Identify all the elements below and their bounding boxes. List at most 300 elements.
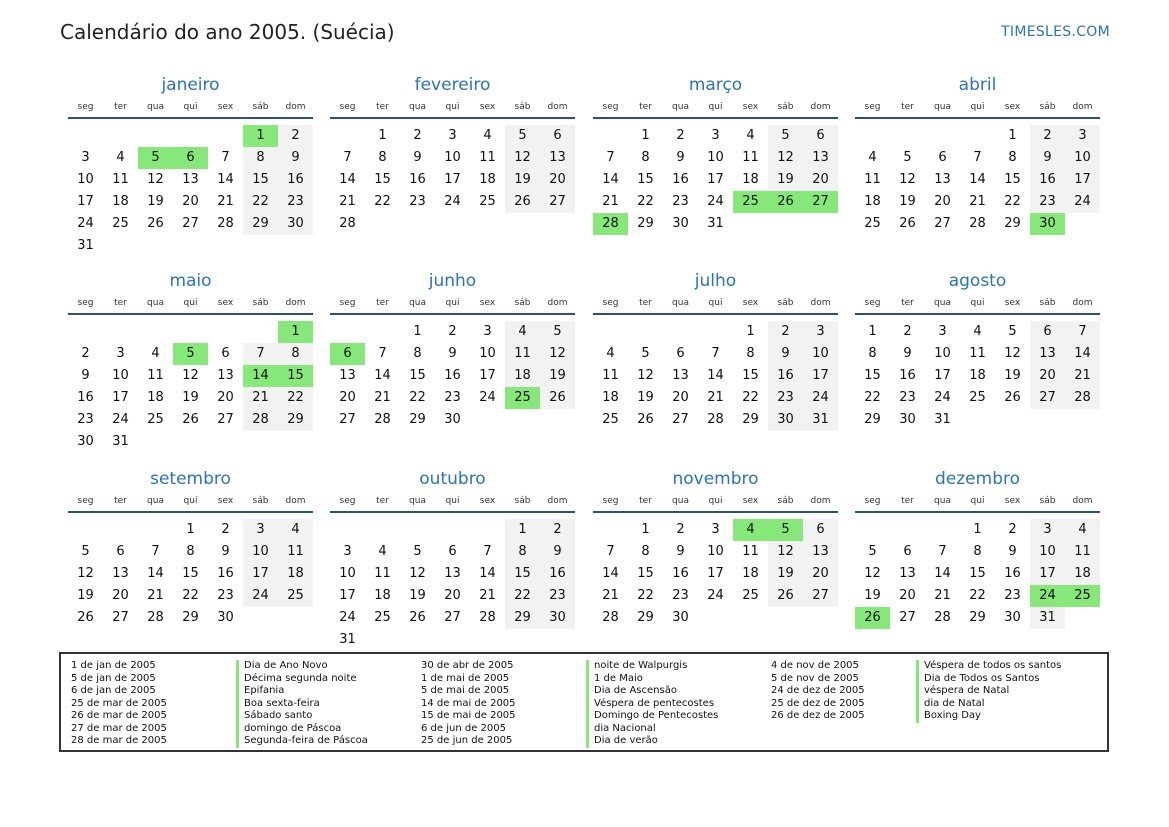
day-cell: 16 [1030, 169, 1065, 191]
day-cell: 27 [803, 191, 838, 213]
legend-holiday-name: noite de Walpurgis [586, 660, 687, 673]
day-cell: 2 [768, 321, 803, 343]
day-cell: 21 [969, 194, 986, 209]
legend-date: 4 de nov de 2005 [771, 660, 859, 671]
day-cell: 25 [1065, 585, 1100, 607]
day-cell: 4 [1065, 519, 1100, 541]
day-cell: 12 [1004, 346, 1021, 361]
weekday-label: qua [409, 496, 426, 506]
weekday-label: qui [970, 496, 985, 506]
legend-holiday-name: Dia de verão [586, 735, 658, 748]
day-cell: 8 [413, 346, 422, 361]
legend-holiday-name: Dia de Ano Novo [236, 660, 328, 673]
legend-date: 6 de jun de 2005 [421, 722, 506, 734]
day-cell: 25 [479, 194, 496, 209]
day-cell: 21 [1065, 365, 1100, 387]
day-cell: 7 [483, 544, 492, 559]
day-cell: 6 [938, 150, 947, 165]
day-cell: 28 [934, 610, 951, 625]
day-cell: 1 [746, 324, 755, 339]
weekday-label: ter [901, 102, 914, 112]
weekday-label: dom [285, 298, 306, 308]
weekday-label: seg [77, 496, 94, 506]
weekday-label: dom [810, 298, 831, 308]
day-cell: 22 [243, 191, 278, 213]
day-cell: 11 [147, 368, 164, 383]
day-cell: 24 [339, 610, 356, 625]
day-cell: 26 [1004, 390, 1021, 405]
day-cell: 14 [479, 566, 496, 581]
day-cell: 14 [934, 566, 951, 581]
day-cell: 7 [1065, 321, 1100, 343]
day-cell: 7 [973, 150, 982, 165]
day-cell: 12 [864, 566, 881, 581]
weekday-label: qua [934, 496, 951, 506]
day-cell: 13 [339, 368, 356, 383]
legend-date: 6 de jan de 2005 [71, 685, 156, 696]
day-cell: 5 [540, 321, 575, 343]
day-cell: 29 [243, 213, 278, 235]
day-cell: 7 [221, 150, 230, 165]
day-cell: 24 [707, 588, 724, 603]
day-cell: 6 [803, 519, 838, 541]
day-cell: 4 [973, 324, 982, 339]
day-cell: 18 [864, 194, 881, 209]
day-cell: 19 [899, 194, 916, 209]
day-cell: 19 [540, 365, 575, 387]
day-cell: 14 [243, 365, 278, 387]
month-divider [855, 117, 1100, 119]
weekday-label: qua [672, 102, 689, 112]
weekday-label: ter [376, 496, 389, 506]
day-cell: 16 [444, 368, 461, 383]
month-divider [593, 117, 838, 119]
day-cell: 26 [637, 412, 654, 427]
month-title: junho [428, 271, 477, 291]
day-cell: 28 [1065, 387, 1100, 409]
day-cell: 3 [243, 519, 278, 541]
day-cell: 29 [864, 412, 881, 427]
day-cell: 3 [81, 150, 90, 165]
day-cell: 13 [1030, 343, 1065, 365]
weekday-label: qui [183, 496, 198, 506]
weekday-label: qua [409, 298, 426, 308]
day-cell: 22 [637, 194, 654, 209]
day-cell: 9 [278, 147, 313, 169]
day-cell: 23 [899, 390, 916, 405]
day-cell: 28 [243, 409, 278, 431]
day-cell: 23 [77, 412, 94, 427]
day-cell: 2 [221, 522, 230, 537]
day-cell: 18 [147, 390, 164, 405]
day-cell: 4 [151, 346, 160, 361]
day-cell: 16 [672, 172, 689, 187]
day-cell: 19 [77, 588, 94, 603]
day-cell: 5 [641, 346, 650, 361]
day-cell: 15 [505, 563, 540, 585]
day-cell: 26 [147, 216, 164, 231]
day-cell: 28 [602, 610, 619, 625]
day-cell: 23 [540, 585, 575, 607]
day-cell: 6 [116, 544, 125, 559]
legend-date: 26 de mar de 2005 [71, 710, 167, 721]
weekday-header [330, 297, 575, 309]
day-cell: 3 [938, 324, 947, 339]
weekday-label: qui [708, 102, 723, 112]
weekday-label: dom [810, 102, 831, 112]
day-cell: 5 [1008, 324, 1017, 339]
day-cell: 17 [803, 365, 838, 387]
day-cell: 19 [505, 169, 540, 191]
day-cell: 25 [278, 585, 313, 607]
weekday-label: seg [339, 102, 356, 112]
day-cell: 10 [707, 544, 724, 559]
day-cell: 14 [374, 368, 391, 383]
weekday-label: seg [602, 102, 619, 112]
day-cell: 13 [444, 566, 461, 581]
day-cell: 6 [676, 346, 685, 361]
day-cell: 26 [182, 412, 199, 427]
day-cell: 7 [343, 150, 352, 165]
day-cell: 27 [217, 412, 234, 427]
weekday-label: sáb [777, 298, 794, 308]
weekday-label: qua [934, 298, 951, 308]
month-title: novembro [672, 469, 759, 489]
day-cell: 17 [243, 563, 278, 585]
day-cell: 13 [217, 368, 234, 383]
day-cell: 27 [339, 412, 356, 427]
day-cell: 4 [868, 150, 877, 165]
day-cell: 28 [147, 610, 164, 625]
day-cell: 12 [768, 541, 803, 563]
day-cell: 10 [1030, 541, 1065, 563]
day-cell: 14 [602, 566, 619, 581]
weekday-label: sex [217, 496, 234, 506]
day-cell: 20 [899, 588, 916, 603]
day-cell: 6 [221, 346, 230, 361]
day-cell: 8 [278, 343, 313, 365]
day-cell: 6 [330, 343, 365, 365]
day-cell: 16 [77, 390, 94, 405]
day-cell: 23 [768, 387, 803, 409]
legend-date: 26 de dez de 2005 [771, 710, 865, 721]
day-cell: 24 [444, 194, 461, 209]
day-cell: 31 [339, 632, 356, 647]
day-cell: 14 [339, 172, 356, 187]
day-cell: 29 [742, 412, 759, 427]
day-cell: 4 [746, 128, 755, 143]
legend-holiday-name: Dia de Ascensão [586, 685, 677, 698]
day-cell: 16 [217, 566, 234, 581]
day-cell: 23 [217, 588, 234, 603]
legend-date: 25 de dez de 2005 [771, 697, 865, 709]
legend-holiday-name: dia Nacional [586, 723, 656, 736]
day-cell: 25 [969, 390, 986, 405]
weekday-label: ter [114, 496, 127, 506]
day-cell: 18 [479, 172, 496, 187]
day-cell: 29 [182, 610, 199, 625]
weekday-label: seg [602, 496, 619, 506]
day-cell: 18 [742, 566, 759, 581]
day-cell: 27 [182, 216, 199, 231]
legend-holiday-name: Epifania [236, 685, 284, 698]
month-title: janeiro [161, 75, 220, 95]
day-cell: 24 [1030, 585, 1065, 607]
day-cell: 10 [243, 541, 278, 563]
day-cell: 21 [339, 194, 356, 209]
weekday-label: dom [547, 298, 568, 308]
weekday-label: qua [934, 102, 951, 112]
day-cell: 18 [112, 194, 129, 209]
day-cell: 17 [339, 588, 356, 603]
day-cell: 9 [676, 150, 685, 165]
weekday-label: qui [445, 298, 460, 308]
legend-holiday-name: Dia de Todos os Santos [916, 673, 1039, 686]
day-cell: 30 [1030, 213, 1065, 235]
month-divider [593, 313, 838, 315]
day-cell: 20 [182, 194, 199, 209]
day-cell: 30 [540, 607, 575, 629]
day-cell: 21 [707, 390, 724, 405]
day-cell: 1 [243, 125, 278, 147]
day-cell: 13 [182, 172, 199, 187]
weekday-label: dom [285, 102, 306, 112]
weekday-label: dom [1072, 102, 1093, 112]
weekday-label: seg [77, 102, 94, 112]
day-cell: 29 [969, 610, 986, 625]
day-cell: 18 [742, 172, 759, 187]
day-cell: 18 [969, 368, 986, 383]
day-cell: 28 [339, 216, 356, 231]
day-cell: 14 [147, 566, 164, 581]
day-cell: 15 [742, 368, 759, 383]
weekday-label: qui [708, 496, 723, 506]
day-cell: 4 [733, 519, 768, 541]
day-cell: 31 [1030, 607, 1065, 629]
day-cell: 10 [707, 150, 724, 165]
month-title: dezembro [935, 469, 1020, 489]
weekday-label: ter [114, 102, 127, 112]
weekday-label: sex [742, 496, 759, 506]
day-cell: 21 [479, 588, 496, 603]
month-title: julho [694, 271, 737, 291]
weekday-label: sex [479, 102, 496, 112]
day-cell: 24 [803, 387, 838, 409]
legend-holiday-name: Décima segunda noite [236, 673, 357, 686]
day-cell: 27 [934, 216, 951, 231]
weekday-label: sex [742, 102, 759, 112]
day-cell: 31 [77, 238, 94, 253]
brand-link[interactable]: TIMESLES.COM [1001, 24, 1110, 40]
day-cell: 12 [409, 566, 426, 581]
day-cell: 29 [1004, 216, 1021, 231]
day-cell: 10 [112, 368, 129, 383]
weekday-label: qui [970, 298, 985, 308]
day-cell: 7 [378, 346, 387, 361]
day-cell: 26 [77, 610, 94, 625]
day-cell: 20 [1030, 365, 1065, 387]
day-cell: 3 [448, 128, 457, 143]
day-cell: 12 [505, 147, 540, 169]
day-cell: 27 [540, 191, 575, 213]
page-title: Calendário do ano 2005. (Suécia) [60, 20, 395, 44]
day-cell: 19 [637, 390, 654, 405]
weekday-label: qua [147, 102, 164, 112]
day-cell: 30 [672, 216, 689, 231]
day-cell: 25 [505, 387, 540, 409]
day-cell: 11 [505, 343, 540, 365]
day-cell: 8 [186, 544, 195, 559]
weekday-label: sáb [514, 298, 531, 308]
day-cell: 5 [903, 150, 912, 165]
weekday-label: sex [1004, 298, 1021, 308]
day-cell: 19 [182, 390, 199, 405]
day-cell: 22 [182, 588, 199, 603]
legend-date: 5 de mai de 2005 [421, 685, 510, 696]
day-cell: 17 [1030, 563, 1065, 585]
weekday-label: seg [339, 496, 356, 506]
day-cell: 25 [112, 216, 129, 231]
weekday-header [330, 495, 575, 507]
day-cell: 30 [77, 434, 94, 449]
day-cell: 6 [173, 147, 208, 169]
day-cell: 9 [1030, 147, 1065, 169]
weekday-label: ter [639, 298, 652, 308]
legend-holiday-name: 1 de Maio [586, 673, 643, 686]
day-cell: 13 [934, 172, 951, 187]
day-cell: 11 [969, 346, 986, 361]
day-cell: 27 [899, 610, 916, 625]
day-cell: 18 [505, 365, 540, 387]
day-cell: 29 [409, 412, 426, 427]
day-cell: 25 [864, 216, 881, 231]
day-cell: 12 [637, 368, 654, 383]
day-cell: 22 [505, 585, 540, 607]
weekday-label: sáb [777, 102, 794, 112]
day-cell: 26 [899, 216, 916, 231]
day-cell: 15 [409, 368, 426, 383]
day-cell: 11 [602, 368, 619, 383]
weekday-label: ter [114, 298, 127, 308]
month-title: maio [169, 271, 212, 291]
day-cell: 6 [1030, 321, 1065, 343]
day-cell: 9 [221, 544, 230, 559]
day-cell: 11 [374, 566, 391, 581]
weekday-label: seg [864, 496, 881, 506]
month-divider [330, 117, 575, 119]
day-cell: 15 [374, 172, 391, 187]
weekday-label: dom [547, 102, 568, 112]
day-cell: 2 [676, 128, 685, 143]
weekday-label: sáb [777, 496, 794, 506]
day-cell: 21 [217, 194, 234, 209]
day-cell: 17 [77, 194, 94, 209]
day-cell: 21 [602, 588, 619, 603]
day-cell: 16 [540, 563, 575, 585]
day-cell: 18 [1065, 563, 1100, 585]
day-cell: 4 [378, 544, 387, 559]
day-cell: 31 [707, 216, 724, 231]
day-cell: 2 [540, 519, 575, 541]
weekday-header [593, 297, 838, 309]
day-cell: 28 [479, 610, 496, 625]
weekday-label: seg [864, 298, 881, 308]
legend-holiday-name: Boa sexta-feira [236, 698, 320, 711]
weekday-label: dom [285, 496, 306, 506]
day-cell: 5 [81, 544, 90, 559]
weekday-header [855, 495, 1100, 507]
legend-date: 15 de mai de 2005 [421, 710, 516, 721]
day-cell: 29 [505, 607, 540, 629]
day-cell: 23 [444, 390, 461, 405]
day-cell: 12 [147, 172, 164, 187]
day-cell: 30 [217, 610, 234, 625]
day-cell: 9 [81, 368, 90, 383]
day-cell: 21 [602, 194, 619, 209]
day-cell: 1 [278, 321, 313, 343]
day-cell: 12 [182, 368, 199, 383]
month-divider [68, 511, 313, 513]
day-cell: 8 [505, 541, 540, 563]
day-cell: 25 [602, 412, 619, 427]
legend-date: 30 de abr de 2005 [421, 660, 514, 671]
day-cell: 15 [864, 368, 881, 383]
day-cell: 2 [413, 128, 422, 143]
weekday-label: dom [1072, 496, 1093, 506]
day-cell: 8 [868, 346, 877, 361]
month-divider [330, 511, 575, 513]
weekday-label: qua [147, 298, 164, 308]
day-cell: 14 [1065, 343, 1100, 365]
day-cell: 14 [707, 368, 724, 383]
day-cell: 14 [217, 172, 234, 187]
day-cell: 26 [768, 585, 803, 607]
day-cell: 15 [637, 566, 654, 581]
weekday-label: sex [217, 102, 234, 112]
weekday-label: sáb [1039, 298, 1056, 308]
day-cell: 20 [803, 563, 838, 585]
day-cell: 23 [278, 191, 313, 213]
day-cell: 25 [733, 191, 768, 213]
weekday-label: seg [864, 102, 881, 112]
legend-holiday-name: Véspera de pentecostes [586, 698, 714, 711]
day-cell: 22 [742, 390, 759, 405]
day-cell: 27 [672, 412, 689, 427]
weekday-header [593, 495, 838, 507]
day-cell: 25 [742, 588, 759, 603]
day-cell: 13 [672, 368, 689, 383]
day-cell: 5 [505, 125, 540, 147]
day-cell: 13 [112, 566, 129, 581]
day-cell: 14 [969, 172, 986, 187]
legend-holiday-name: véspera de Natal [916, 685, 1009, 698]
weekday-label: qua [672, 496, 689, 506]
day-cell: 9 [1008, 544, 1017, 559]
day-cell: 19 [409, 588, 426, 603]
day-cell: 5 [768, 519, 803, 541]
weekday-label: qui [183, 102, 198, 112]
month-title: março [688, 75, 743, 95]
day-cell: 27 [112, 610, 129, 625]
day-cell: 22 [409, 390, 426, 405]
day-cell: 23 [1030, 191, 1065, 213]
day-cell: 28 [707, 412, 724, 427]
day-cell: 30 [1004, 610, 1021, 625]
day-cell: 24 [934, 390, 951, 405]
day-cell: 28 [593, 213, 628, 235]
day-cell: 23 [672, 588, 689, 603]
day-cell: 15 [278, 365, 313, 387]
